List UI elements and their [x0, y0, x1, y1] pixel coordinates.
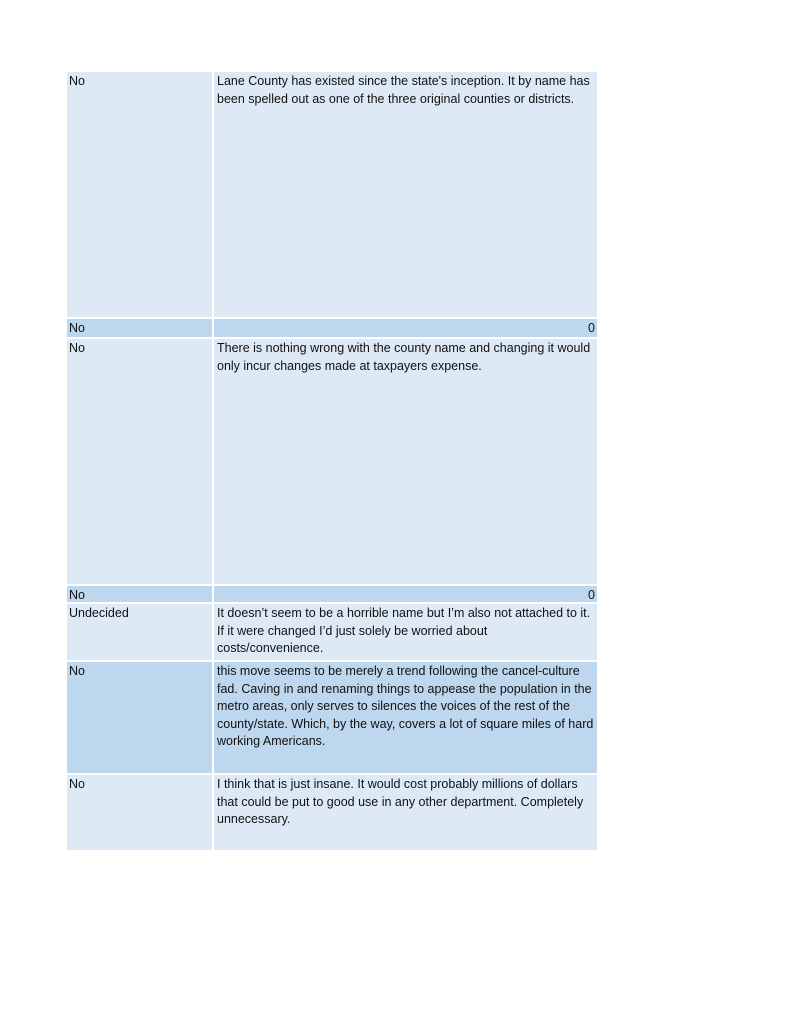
- table-row: [67, 319, 597, 339]
- comment-cell: It doesn’t seem to be a horrible name but I’m also not attached to it. If it were changed I’d just solely be worried about costs/convenience.: [214, 604, 597, 660]
- comment-cell: 0: [214, 319, 597, 337]
- comment-cell: I think that is just insane. It would cost probably millions of dollars that could be put to good use in any other department. Completely unnecessary.: [214, 775, 597, 850]
- table-row: [67, 604, 597, 662]
- response-cell: No: [67, 775, 214, 850]
- table-row: [67, 72, 597, 319]
- response-cell: Undecided: [67, 604, 214, 660]
- comment-cell: Lane County has existed since the state's inception. It by name has been spelled out as one of the three original counties or districts.: [214, 72, 597, 317]
- comment-cell: this move seems to be merely a trend following the cancel-culture fad. Caving in and renaming things to appease the population in the metro areas, only serves to silences the voices of the rest of the county/state. Which, by the way, covers a lot of square miles of hard working Americans.: [214, 662, 597, 773]
- table-row: [67, 775, 597, 850]
- response-cell: No: [67, 662, 214, 773]
- response-cell: No: [67, 586, 214, 602]
- table-row: [67, 339, 597, 586]
- comment-cell: 0: [214, 586, 597, 602]
- comment-cell: There is nothing wrong with the county name and changing it would only incur changes made at taxpayers expense.: [214, 339, 597, 584]
- survey-responses-table: [67, 72, 597, 850]
- response-cell: No: [67, 72, 214, 317]
- response-cell: No: [67, 319, 214, 337]
- response-cell: No: [67, 339, 214, 584]
- table-row: [67, 586, 597, 604]
- table-row: [67, 662, 597, 775]
